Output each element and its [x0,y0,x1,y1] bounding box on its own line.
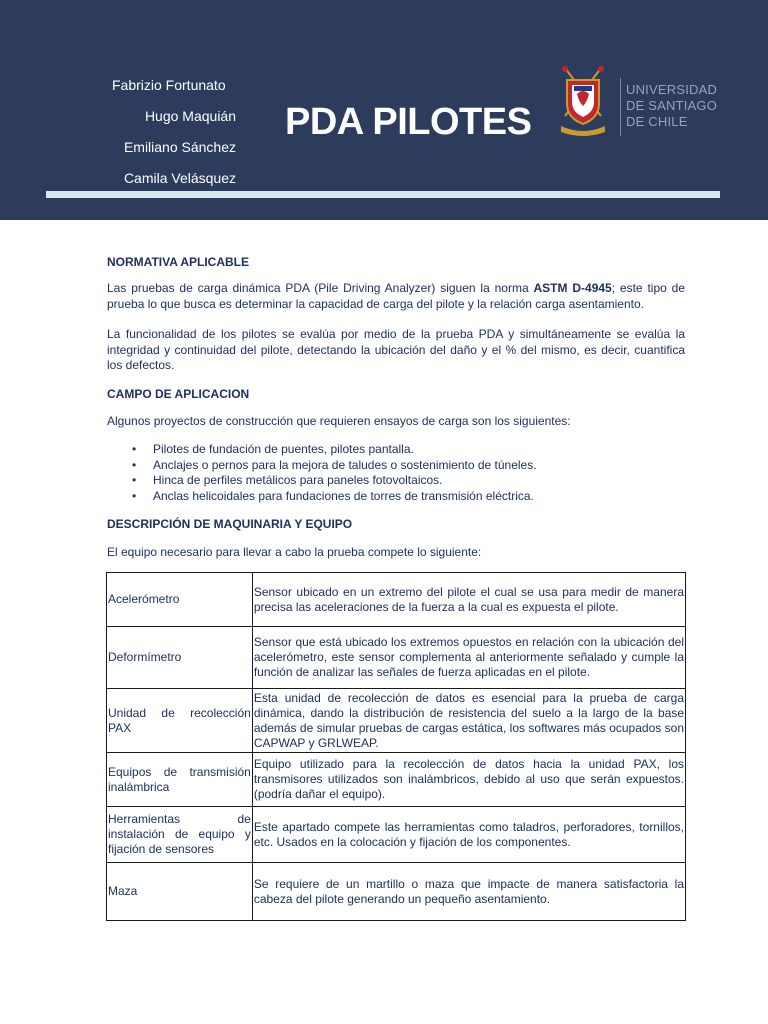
list-item-text: Anclas helicoidales para fundaciones de torres de transmisión eléctrica. [153,488,534,503]
author-list [96,70,236,194]
equipment-name-cell: Acelerómetro [107,573,253,627]
author-name: Fabrizio Fortunato [112,77,226,93]
equipment-description-cell: Equipo utilizado para la recolección de datos hacia la unidad PAX, los transmisores utilizados son inalámbricos, debido al uso que serán expuestos. (podría dañar el equipo). [252,753,685,807]
equipment-description-cell: Sensor ubicado en un extremo del pilote el cual se usa para medir de manera precisa las aceleraciones de la fuerza a la cual es expuesta el pilote. [252,573,685,627]
university-name [626,82,736,130]
document-body [107,254,685,561]
section-heading-normativa: NORMATIVA APLICABLE [107,255,249,269]
campo-intro: Algunos proyectos de construcción que requieren ensayos de carga son los siguientes: [107,413,571,428]
header-banner [0,0,768,220]
bullet-icon: • [132,442,137,456]
author-name: Hugo Maquián [144,108,236,124]
normativa-paragraph-2: La funcionalidad de los pilotes se evalúa por medio de la prueba PDA y simultáneamente se evalúa la integridad y continuidad del pilote, detectando la ubicación del daño y el % del mismo, es decir, cuantifica los defectos. [107,327,685,372]
list-item [132,457,685,474]
university-name-line: DE CHILE [626,114,688,129]
bullet-icon: • [132,488,137,503]
equipment-name-cell: Unidad de recolección PAX [107,689,253,753]
descripcion-intro: El equipo necesario para llevar a cabo la prueba compete lo siguiente: [107,545,482,559]
equipment-name-cell: Maza [107,863,253,921]
equipment-name-cell: Deformímetro [107,627,253,689]
normativa-text: Las pruebas de carga dinámica PDA (Pile Driving Analyzer) siguen la norma [107,281,534,295]
equipment-description-cell: Este apartado compete las herramientas como taladros, perforadores, tornillos, etc. Usados en la colocación y fijación de los componentes. [252,807,685,863]
header-accent-bar [46,191,720,198]
author-name: Emiliano Sánchez [123,139,236,155]
list-item-text: Anclajes o pernos para la mejora de taludes o sostenimiento de túneles. [153,457,537,472]
bullet-icon: • [132,457,137,472]
list-item [132,442,685,458]
university-name-line: DE SANTIAGO [626,98,718,113]
equipment-name-cell: Equipos de transmisión inalámbrica [107,753,253,807]
equipment-description-cell: Sensor que está ubicado los extremos opuestos en relación con la ubicación del acelerómetro, este sensor complementa al anteriormente señalado y cumple la función de analizar las señales de fuerza aplicadas en el pilote. [252,627,685,689]
astm-standard: ASTM D-4945 [533,281,612,295]
equipment-name-cell: Herramientas de instalación de equipo y fijación de sensores [107,807,253,863]
list-item [132,473,685,489]
list-item-text: Pilotes de fundación de puentes, pilotes pantalla. [153,442,414,456]
table-row [107,689,686,753]
equipment-description-cell: Esta unidad de recolección de datos es esencial para la prueba de carga dinámica, dando la distribución de resistencia del suelo a la largo de la base además de simular pruebas de cargas estática, los softwares más ocupados son CAPWAP y GRLWEAP. [252,689,685,753]
bullet-icon: • [132,473,137,487]
normativa-paragraph-1 [107,281,685,312]
list-item [132,488,685,505]
university-name-line: UNIVERSIDAD [626,82,718,97]
equipment-table [106,572,686,921]
university-divider [620,78,621,136]
author-name: Camila Velásquez [123,170,236,186]
table-row [107,863,686,921]
table-row [107,753,686,807]
section-heading-campo: CAMPO DE APLICACION [107,386,250,401]
section-heading-descripcion: DESCRIPCIÓN DE MAQUINARIA Y EQUIPO [107,517,353,531]
equipment-description-cell: Se requiere de un martillo o maza que impacte de manera satisfactoria la cabeza del pilote generando un pequeño asentamiento. [252,863,685,921]
list-item-text: Hinca de perfiles metálicos para paneles fotovoltaicos. [153,473,443,487]
usach-crest-icon [555,64,611,140]
table-row [107,573,686,627]
application-list [107,442,685,504]
document-title: PDA PILOTES [285,101,532,143]
table-row [107,627,686,689]
normativa-text: ; este tipo de prueba lo que busca es determinar la capacidad de carga del pilote y la relación carga asentamiento. [107,281,686,311]
table-row [107,807,686,863]
